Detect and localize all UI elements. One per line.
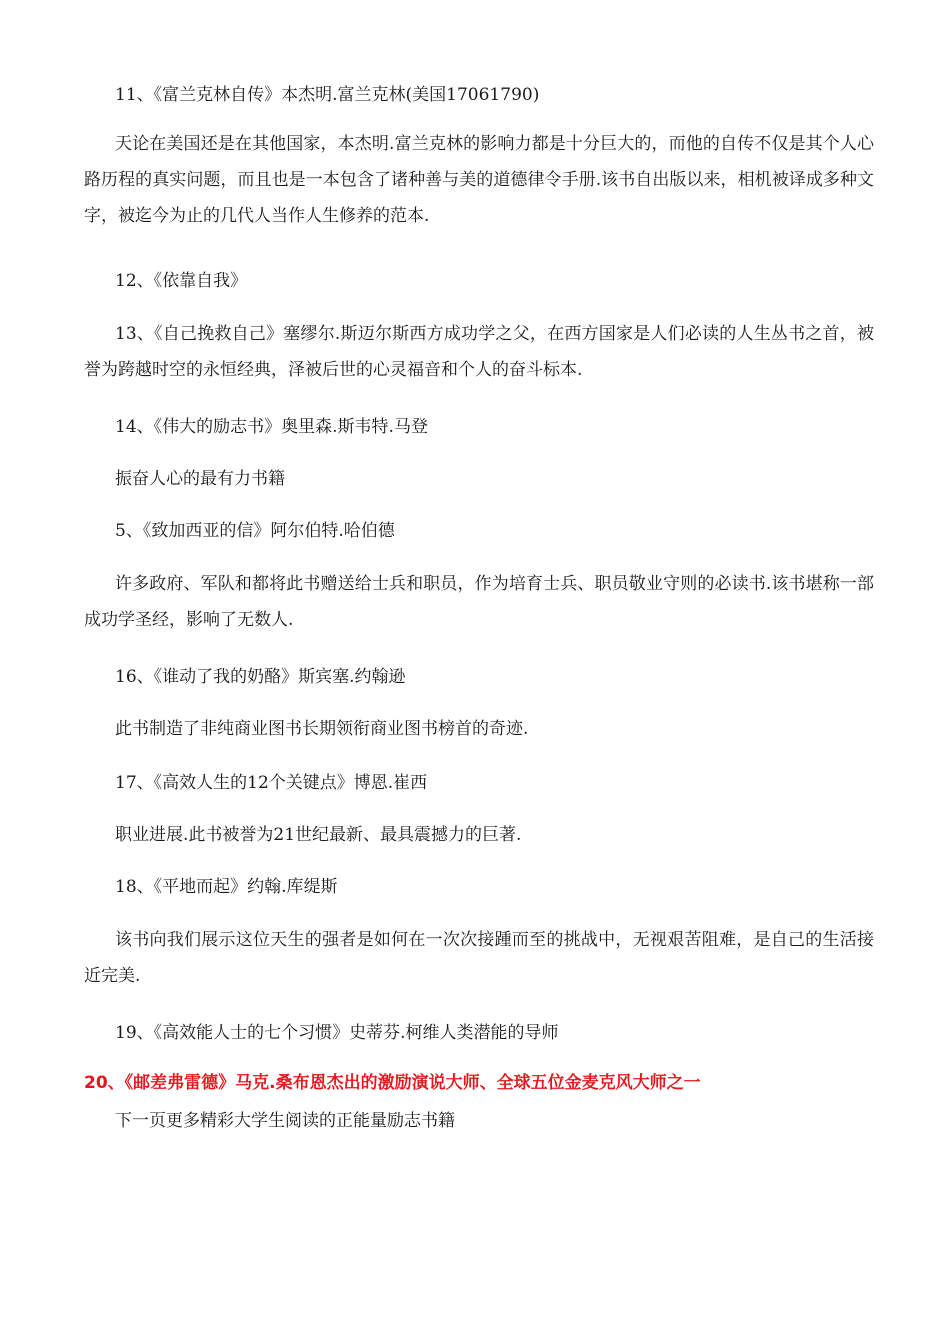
item-17-heading: 17、《高效人生的12个关键点》博恩.崔西: [115, 773, 428, 793]
item-13-paragraph: 13、《自己挽救自己》塞缪尔.斯迈尔斯西方成功学之父，在西方国家是人们必读的人生丛书之首，被誉为跨越时空的永恒经典，泽被后世的心灵福音和个人的奋斗标本.: [84, 324, 874, 380]
item-18-description: 该书向我们展示这位天生的强者是如何在一次次接踵而至的挑战中，无视艰苦阻难，是自己的生活接近完美.: [84, 930, 874, 986]
item-19-heading: 19、《高效能人士的七个习惯》史蒂芬.柯维人类潜能的导师: [115, 1023, 559, 1043]
item-14-description: 振奋人心的最有力书籍: [115, 469, 285, 489]
item-16-description: 此书制造了非纯商业图书长期领衔商业图书榜首的奇迹.: [115, 719, 529, 739]
item-16-heading: 16、《谁动了我的奶酪》斯宾塞.约翰逊: [115, 667, 406, 687]
item-17-description: 职业进展.此书被誉为21世纪最新、最具震撼力的巨著.: [115, 825, 522, 845]
next-page-note: 下一页更多精彩大学生阅读的正能量励志书籍: [115, 1111, 455, 1131]
item-5-description: 许多政府、军队和都将此书赠送给士兵和职员，作为培育士兵、职员敬业守则的必读书.该书堪称一部成功学圣经，影响了无数人.: [84, 574, 874, 630]
item-18-heading: 18、《平地而起》约翰.库缇斯: [115, 877, 338, 897]
item-14-heading: 14、《伟大的励志书》奥里森.斯韦特.马登: [115, 417, 428, 437]
item-11-description: 天论在美国还是在其他国家，本杰明.富兰克林的影响力都是十分巨大的，而他的自传不仅是其个人心路历程的真实问题，而且也是一本包含了诸种善与美的道德律令手册.该书自出版以来，相机被译成多种文字，被迄今为止的几代人当作人生修养的范本.: [84, 134, 874, 226]
item-5-heading: 5、《致加西亚的信》阿尔伯特.哈伯德: [115, 521, 395, 541]
item-12-heading: 12、《依靠自我》: [115, 271, 248, 291]
item-20-highlight: 20、《邮差弗雷德》马克.桑布恩杰出的激励演说大师、全球五位金麦克风大师之一: [84, 1073, 701, 1093]
item-11-heading: 11、《富兰克林自传》本杰明.富兰克林(美国17061790): [115, 85, 540, 105]
